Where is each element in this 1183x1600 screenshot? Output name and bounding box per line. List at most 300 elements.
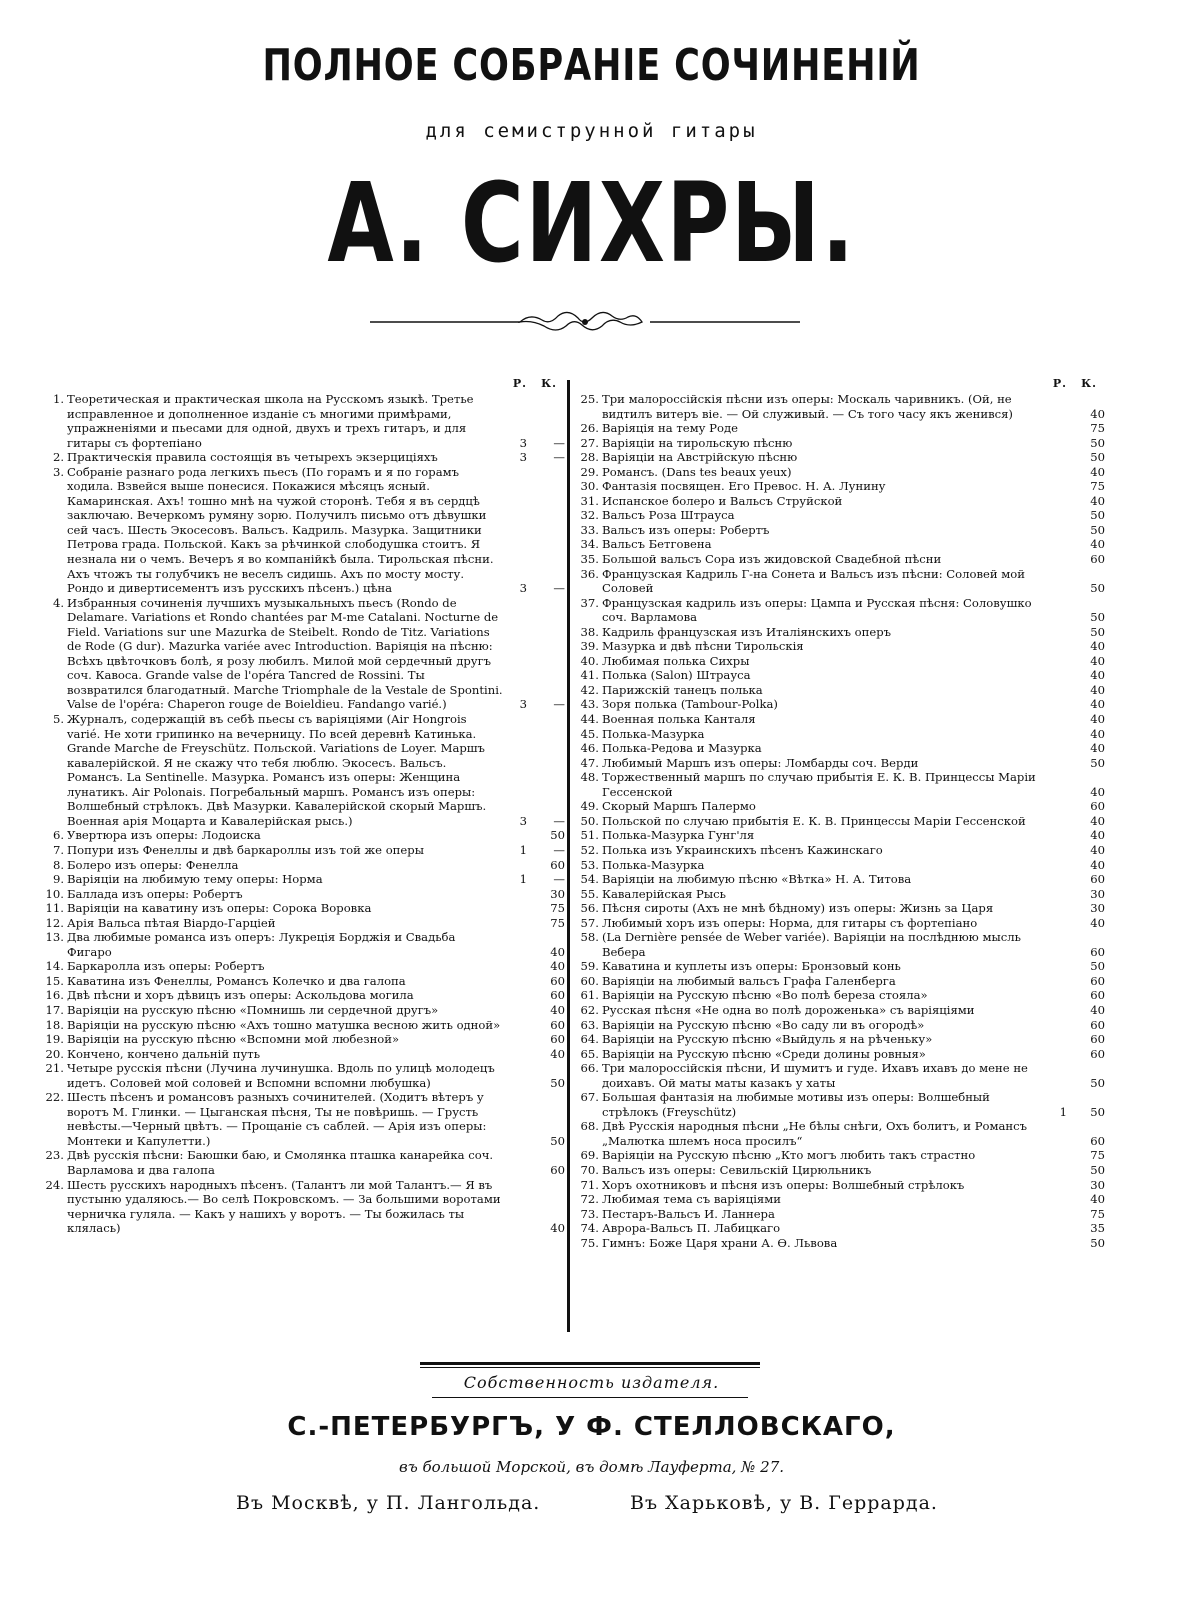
catalog-item [575,1148,1105,1163]
item-price-kop: — [553,872,565,887]
item-number: 39. [580,639,599,654]
item-number: 34. [580,537,599,552]
item-price-kop: 50 [1090,959,1105,974]
catalog-item [575,930,1105,959]
item-price-kop: 30 [1090,901,1105,916]
item-price-kop: 60 [550,973,565,988]
catalog-item [575,901,1105,916]
item-price-kop: 50 [1090,755,1105,770]
item-price-kop: 40 [1090,857,1105,872]
item-number: 36. [580,566,599,581]
item-number: 22. [45,1090,64,1105]
item-number: 71. [580,1177,599,1192]
item-number: 26. [580,421,599,436]
catalog-item [40,916,565,931]
item-title: Варіяціи на Австрійскую пѣсню [602,450,798,465]
item-number: 1. [52,392,64,406]
catalog-item [40,450,565,465]
item-price-kop: 40 [1090,1002,1105,1017]
catalog-item [575,756,1105,771]
item-number: 68. [580,1119,599,1134]
item-price-kop: 40 [1090,406,1105,421]
item-number: 58. [580,930,599,945]
item-number: 48. [580,770,599,785]
item-price-kop: 60 [1090,1017,1105,1032]
item-number: 31. [580,493,599,508]
item-title: Военная полька Канталя [602,712,756,727]
item-title: Полька-Редова и Мазурка [602,741,762,756]
catalog-item [40,828,565,843]
catalog-item [575,421,1105,436]
catalog-item [40,858,565,873]
item-price-kop: 30 [550,886,565,901]
rub-header: Р. [1052,377,1067,390]
item-title: Вальсъ изъ оперы: Севильскій Цирюльникъ [602,1162,872,1177]
item-price-kop: 40 [1090,828,1105,843]
catalog-item [575,639,1105,654]
catalog-right-column [575,377,1105,1250]
item-price-kop: 30 [1090,1177,1105,1192]
composer-name: А. СИХРЫ. [327,159,856,287]
catalog-item [575,1207,1105,1222]
item-number: 59. [580,959,599,974]
catalog-item [575,1032,1105,1047]
item-price-kop: — [553,435,565,450]
item-title: Двѣ пѣсни и хоръ дѣвицъ изъ оперы: Аскольдова могила [67,988,414,1003]
item-number: 28. [580,450,599,465]
publisher-city: С.-ПЕТЕРБУРГЪ, У Ф. СТЕЛЛОВСКАГО, [287,1412,896,1442]
item-number: 54. [580,872,599,887]
item-number: 74. [580,1221,599,1236]
item-title: Арія Вальса пѣтая Віардо-Гарціей [67,915,276,930]
item-price-rub: 3 [519,450,527,465]
catalog-left-column [40,377,565,1236]
item-number: 2. [52,450,64,465]
item-number: 7. [52,842,64,857]
catalog-item [575,974,1105,989]
item-price-kop: 60 [550,857,565,872]
item-price-kop: 40 [1090,813,1105,828]
page-title: ПОЛНОЕ СОБРАНІЕ СОЧИНЕНІЙ [262,40,921,91]
item-price-kop: 40 [550,1002,565,1017]
item-title: Варіяціи на любимую пѣсню «Вѣтка» Н. А. Титова [602,872,912,887]
item-title: Два любимые романса изъ оперъ: Лукреція Борджія и Свадьба Фигаро [67,930,456,959]
catalog-item [575,552,1105,567]
item-number: 46. [580,741,599,756]
item-number: 5. [52,712,64,727]
item-number: 16. [45,988,64,1003]
item-number: 29. [580,464,599,479]
item-price-kop: — [553,842,565,857]
item-title: Журналъ, содержащій въ себѣ пьесы съ варіяціями (Air Hongrois varié. Не хоти грипинко на вечерницу. По всей деревнѣ Катинька. Grande Marche de Freyschütz. Польской. Variations de Loyer. Маршъ кавалерійской. Я не скажу что тебя люблю. Экосесъ. Вальсъ. Романсъ. La Sentinelle. Мазурка. Романсъ изъ оперы: Женщина лунатикъ. Air Polonais. Погребальный маршъ. Романсъ изъ оперы: Волшебный стрѣлокъ. Двѣ Мазурки. Кавалерійской скорый Маршъ. Военная арія Моцарта и Кавалерійская рысь.) [67,712,487,828]
item-price-kop: 60 [1090,944,1105,959]
item-price-rub: 3 [519,697,527,712]
item-number: 45. [580,726,599,741]
catalog-item [40,930,565,959]
item-price-kop: 60 [1090,799,1105,814]
catalog-item [575,1178,1105,1193]
item-number: 24. [45,1177,64,1192]
item-number: 51. [580,828,599,843]
item-price-kop: 40 [550,959,565,974]
item-number: 38. [580,624,599,639]
item-number: 14. [45,959,64,974]
moscow-seller: Въ Москвѣ, у П. Лангольда. [236,1492,541,1514]
item-number: 41. [580,668,599,683]
item-title: Кадриль французская изъ Италіянскихъ оперъ [602,624,892,639]
item-number: 75. [580,1235,599,1250]
item-title: Варіяціи на тирольскую пѣсню [602,435,793,450]
item-price-kop: 60 [1090,1133,1105,1148]
item-number: 55. [580,886,599,901]
item-title: Теоретическая и практическая школа на Русскомъ языкѣ. Третье исправленное и дополненное изданіе съ многими примѣрами, упражненіями и пьесами для одной, двухъ и трехъ гитаръ, и для гитары съ фортепіано [67,392,474,450]
catalog-item [40,901,565,916]
item-price-kop: 60 [550,1032,565,1047]
item-price-kop: 60 [550,988,565,1003]
item-number: 13. [45,930,64,945]
item-price-kop: — [553,450,565,465]
catalog-item [40,1032,565,1047]
item-number: 49. [580,799,599,814]
item-price-kop: 60 [1090,872,1105,887]
item-price-kop: 40 [550,1221,565,1236]
item-number: 57. [580,915,599,930]
item-price-kop: 75 [550,915,565,930]
catalog-item [575,727,1105,742]
item-price-rub: 1 [519,872,527,887]
item-number: 11. [45,901,64,916]
item-price-kop: 75 [1090,479,1105,494]
item-price-kop: 60 [1090,1046,1105,1061]
item-number: 19. [45,1032,64,1047]
item-title: Шесть русскихъ народныхъ пѣсенъ. (Талантъ ли мой Талантъ.— Я въ пустыню удаляюсь.— Во селѣ Покровскомъ. — За большими воротами черничка гуляла. — Какъ у нашихъ у воротъ. — Ты божилась ты клялась) [67,1177,501,1236]
item-number: 70. [580,1162,599,1177]
item-number: 72. [580,1192,599,1207]
item-title: Большой вальсъ Сора изъ жидовской Свадебной пѣсни [602,552,942,567]
item-price-kop: — [553,813,565,828]
item-number: 40. [580,653,599,668]
item-title: Варіяціи на Русскую пѣсню «Выйдуль я на рѣченьку» [602,1032,933,1047]
item-price-kop: — [553,697,565,712]
item-title: Три малороссійскія пѣсни, И шумитъ и гуде. Ихавъ ихавъ до мене не доихавъ. Ой маты маты казакъ у хаты [602,1061,1028,1090]
item-price-kop: 40 [1090,1192,1105,1207]
item-number: 35. [580,552,599,567]
catalog-item [575,1061,1105,1090]
item-title: Мазурка и двѣ пѣсни Тирольскія [602,639,804,654]
catalog-item [575,872,1105,887]
footer-rule-thin [420,1367,760,1368]
catalog-item [575,858,1105,873]
catalog-item [40,1178,565,1236]
item-title: Варіяціи на любимую тему оперы: Норма [67,872,323,887]
item-price-kop: 40 [1090,668,1105,683]
page-subtitle: для семиструнной гитары [425,120,758,142]
item-title: Полька-Мазурка [602,857,705,872]
item-price-kop: 40 [550,944,565,959]
kop-header: К. [541,377,557,390]
item-number: 3. [52,464,64,479]
item-title: Собраніе разнаго рода легкихъ пьесъ (По горамъ и я по горамъ ходила. Взвейся выше понесися. Покажися мѣсяцъ ясный. Камаринская. Ахъ! тошно мнѣ на чужой сторонѣ. Тебя я въ сердцѣ заключаю. Вечеркомъ румяну зорю. Получилъ письмо отъ дѣвушки сей часъ. Шесть Экосесовъ. Вальсъ. Кадриль. Мазурка. Защитники Петрова града. Польской. Какъ за рѣчинкой слободушка стоитъ. Я незнала ни о чемъ. Вечеръ я во компанійкѣ была. Тирольская пѣсни. Ахъ чтожъ ты голубчикъ не веселъ сидишь. Ахъ по мосту мосту. Рондо и дивертисементъ изъ русскихъ пѣсенъ.) цѣна [67,464,494,596]
item-title: Каватина и куплеты изъ оперы: Бронзовый конь [602,959,901,974]
item-price-kop: 40 [1090,915,1105,930]
item-number: 21. [45,1061,64,1076]
item-number: 64. [580,1032,599,1047]
catalog-item [575,537,1105,552]
item-price-rub: 1 [1059,1104,1067,1119]
catalog-item [575,712,1105,727]
item-price-kop: 40 [1090,784,1105,799]
catalog-item [575,494,1105,509]
catalog-item [40,1018,565,1033]
catalog-item [575,887,1105,902]
item-title: Кавалерійская Рысь [602,886,726,901]
item-title: Варіяціи на Русскую пѣсню „Кто могъ любить такъ страстно [602,1148,976,1163]
catalog-item [40,392,565,450]
price-header [575,377,1105,392]
item-title: Четыре русскія пѣсни (Лучина лучинушка. Вдоль по улицѣ молодецъ идетъ. Соловей мой соловей и Вспомни вспомни любушка) [67,1061,495,1090]
catalog-item [575,770,1105,799]
item-price-kop: 40 [1090,682,1105,697]
item-number: 17. [45,1002,64,1017]
item-number: 61. [580,988,599,1003]
item-price-kop: 40 [1090,653,1105,668]
item-number: 42. [580,682,599,697]
catalog-item [575,814,1105,829]
item-title: Пѣсня сироты (Ахъ не мнѣ бѣдному) изъ оперы: Жизнь за Царя [602,901,994,916]
item-price-kop: 50 [1090,1075,1105,1090]
item-number: 32. [580,508,599,523]
catalog-item [40,465,565,596]
catalog-item [575,741,1105,756]
item-price-rub: 3 [519,813,527,828]
item-title: Фантазія посвящен. Его Превос. Н. А. Лунину [602,479,886,494]
item-title: Зоря полька (Tambour-Polka) [602,697,778,712]
catalog-item [40,1003,565,1018]
catalog-item [40,1090,565,1148]
catalog-item [40,988,565,1003]
catalog-item [575,654,1105,669]
item-title: Варіяціи на русскую пѣсню «Помнишь ли сердечной другъ» [67,1002,439,1017]
item-number: 18. [45,1017,64,1032]
catalog-item [40,1047,565,1062]
item-number: 43. [580,697,599,712]
catalog-item [40,1148,565,1177]
item-title: Полька-Мазурка [602,726,705,741]
catalog-item [575,479,1105,494]
footer-rule [420,1362,760,1365]
catalog-list-left [40,392,565,1236]
catalog-item [575,1221,1105,1236]
item-number: 4. [52,595,64,610]
item-price-kop: 50 [550,1075,565,1090]
item-number: 9. [52,872,64,887]
item-price-kop: 40 [1090,493,1105,508]
item-number: 33. [580,522,599,537]
item-title: Три малороссійскія пѣсни изъ оперы: Москаль чаривникъ. (Ой, не видтилъ витеръ віе. — Ой служивый. — Съ того часу якъ женився) [602,392,1013,421]
item-price-kop: 50 [1090,1104,1105,1119]
item-price-kop: 60 [550,1017,565,1032]
item-title: Пестаръ-Вальсъ И. Ланнера [602,1206,775,1221]
item-title: Вальсъ изъ оперы: Робертъ [602,522,770,537]
item-number: 62. [580,1002,599,1017]
item-title: Большая фантазія на любимые мотивы изъ оперы: Волшебный стрѣлокъ (Freyschütz) [602,1090,990,1119]
item-title: Французская Кадриль Г-на Сонета и Вальсъ изъ пѣсни: Соловей мой Соловей [602,566,1026,596]
item-number: 12. [45,915,64,930]
item-price-kop: 50 [1090,522,1105,537]
catalog-item [575,799,1105,814]
item-title: Скорый Маршъ Палермо [602,799,756,814]
item-number: 52. [580,842,599,857]
item-number: 23. [45,1148,64,1163]
item-number: 30. [580,479,599,494]
item-price-kop: 60 [1090,552,1105,567]
item-number: 67. [580,1090,599,1105]
catalog-item [575,465,1105,480]
catalog-item [575,1236,1105,1251]
item-price-kop: 50 [1090,1162,1105,1177]
item-number: 53. [580,857,599,872]
item-title: Польской по случаю прибытія Е. К. В. Принцессы Маріи Гессенской [602,813,1026,828]
publisher-address: въ большой Морской, въ домѣ Лауферта, № 27. [398,1458,785,1476]
item-price-kop: 50 [1090,581,1105,596]
catalog-item [575,625,1105,640]
item-price-kop: — [553,581,565,596]
item-title: Варіяціи на русскую пѣсню «Ахъ тошно матушка весною жить одной» [67,1017,501,1032]
item-title: Торжественный маршъ по случаю прибытія Е. К. В. Принцессы Маріи Гессенской [602,770,1036,799]
item-title: Аврора-Вальсъ П. Лабицкаго [602,1221,781,1236]
item-title: Любимый хоръ изъ оперы: Норма, для гитары съ фортепіано [602,915,978,930]
item-price-kop: 75 [1090,421,1105,436]
item-number: 56. [580,901,599,916]
item-price-kop: 40 [1090,726,1105,741]
catalog-item [575,1047,1105,1062]
item-number: 47. [580,755,599,770]
item-title: Двѣ русскія пѣсни: Баюшки баю, и Смолянка пташка канарейка соч. Варламова и два галопа [67,1148,494,1177]
item-price-kop: 50 [1090,508,1105,523]
item-title: Увертюра изъ оперы: Лодоиска [67,828,261,843]
item-price-kop: 40 [550,1046,565,1061]
item-title: Варіяціи на русскую пѣсню «Вспомни мой любезной» [67,1032,400,1047]
item-price-rub: 3 [519,581,527,596]
item-title: Варіяціи на Русскую пѣсню «Во полѣ береза стояла» [602,988,928,1003]
kop-header: К. [1081,377,1097,390]
item-title: Русская пѣсня «Не одна во полѣ дороженька» съ варіяціями [602,1002,975,1017]
item-title: Вальсъ Бетговена [602,537,712,552]
item-title: Шесть пѣсенъ и романсовъ разныхъ сочинителей. (Ходитъ вѣтеръ у воротъ М. Глинки. — Цыганская пѣсня, Ты не повѣришь. — Грусть невѣсты.—Черный цвѣтъ. — Прощаніе съ саблей. — Арія изъ оперы: Монтеки и Капулетти.) [67,1090,487,1148]
item-title: Варіяціи на Русскую пѣсню «Среди долины ровныя» [602,1046,926,1061]
rub-header: Р. [512,377,527,390]
item-title: Полька изъ Украинскихъ пѣсенъ Кажинскаго [602,842,883,857]
item-number: 69. [580,1148,599,1163]
item-number: 65. [580,1046,599,1061]
catalog-item [575,988,1105,1003]
catalog-item [40,712,565,828]
item-number: 73. [580,1206,599,1221]
item-number: 50. [580,813,599,828]
item-title: Испанское болеро и Вальсъ Струйской [602,493,843,508]
item-number: 60. [580,973,599,988]
ownership-underline [432,1397,748,1398]
catalog-item [575,450,1105,465]
item-title: (La Dernière pensée de Weber variée). Варіяціи на послѣднюю мысль Вебера [602,930,1021,959]
catalog-item [575,843,1105,858]
item-title: Любимая полька Сихры [602,653,750,668]
item-number: 37. [580,595,599,610]
catalog-item [575,508,1105,523]
item-title: Болеро изъ оперы: Фенелла [67,857,239,872]
item-title: Французская кадриль изъ оперы: Цампа и Русская пѣсня: Соловушко соч. Варламова [602,595,1032,625]
catalog-item [40,872,565,887]
catalog-item [40,1061,565,1090]
catalog-item [575,683,1105,698]
column-divider [567,380,570,1332]
item-title: Полька-Мазурка Гунг'ля [602,828,755,843]
item-price-kop: 40 [1090,697,1105,712]
catalog-item [575,668,1105,683]
item-price-kop: 60 [1090,988,1105,1003]
ornament-divider [370,307,800,337]
catalog-item [575,828,1105,843]
catalog-item [575,523,1105,538]
item-number: 27. [580,435,599,450]
catalog-item [40,974,565,989]
item-price-kop: 50 [550,1133,565,1148]
kharkov-seller: Въ Харьковѣ, у В. Геррарда. [630,1492,938,1514]
item-number: 63. [580,1017,599,1032]
item-price-kop: 50 [550,828,565,843]
catalog-item [575,1192,1105,1207]
catalog-item [575,1003,1105,1018]
item-price-kop: 40 [1090,712,1105,727]
item-number: 66. [580,1061,599,1076]
item-price-kop: 35 [1090,1221,1105,1236]
item-number: 6. [52,828,64,843]
catalog-item [575,436,1105,451]
catalog-item [575,697,1105,712]
item-title: Кончено, кончено дальній путь [67,1046,261,1061]
item-price-rub: 1 [519,842,527,857]
item-price-kop: 30 [1090,886,1105,901]
item-title: Парижскій танецъ полька [602,682,763,697]
item-title: Варіяціи на каватину изъ оперы: Сорока Воровка [67,901,372,916]
item-title: Попури изъ Фенеллы и двѣ баркароллы изъ той же оперы [67,842,424,857]
item-price-kop: 40 [1090,741,1105,756]
catalog-item [575,1119,1105,1148]
item-price-kop: 75 [1090,1148,1105,1163]
catalog-item [40,596,565,712]
catalog-item [40,887,565,902]
item-price-kop: 75 [1090,1206,1105,1221]
catalog-item [575,1090,1105,1119]
price-header [40,377,565,392]
item-price-kop: 60 [550,1162,565,1177]
catalog-item [40,959,565,974]
item-price-kop: 60 [1090,973,1105,988]
catalog-item [575,567,1105,596]
item-price-kop: 50 [1090,435,1105,450]
item-price-kop: 40 [1090,464,1105,479]
item-title: Гимнъ: Боже Царя храни А. Ѳ. Львова [602,1235,838,1250]
publisher-ownership: Собственность издателя. [463,1373,720,1392]
item-title: Баркаролла изъ оперы: Робертъ [67,959,265,974]
item-price-kop: 40 [1090,537,1105,552]
item-title: Варіяціи на любимый вальсъ Графа Галенберга [602,973,896,988]
item-number: 8. [52,857,64,872]
item-price-kop: 75 [550,901,565,916]
item-title: Двѣ Русскія народныя пѣсни „Не бѣлы снѣги, Охъ болитъ, и Романсъ „Малютка шлемъ носа просилъ“ [602,1119,1028,1148]
catalog-item [575,392,1105,421]
item-number: 20. [45,1046,64,1061]
